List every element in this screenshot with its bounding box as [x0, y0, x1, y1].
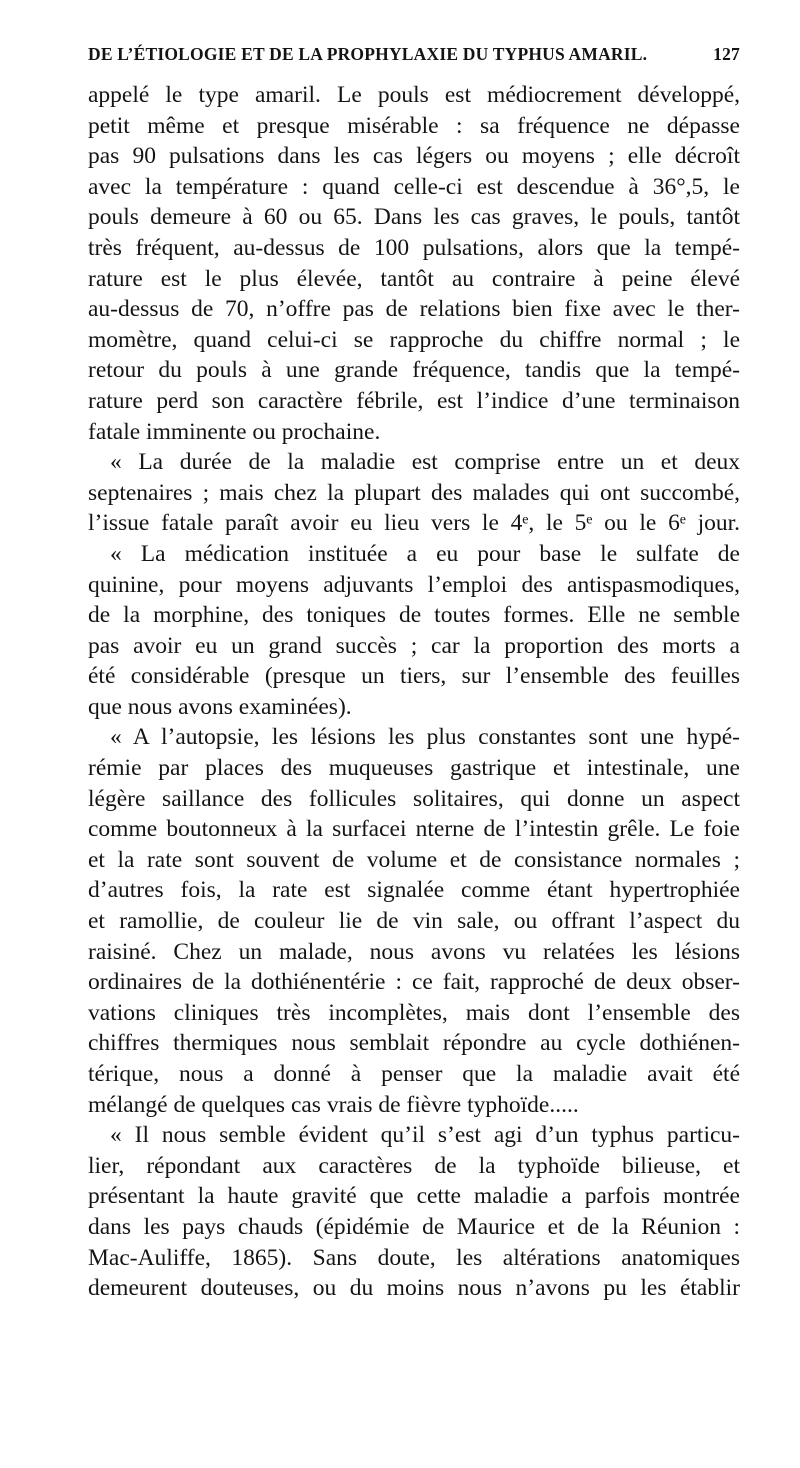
text-line: « La médication instituée a eu pour base le sulfate de: [110, 540, 740, 567]
text-line: pas avoir eu un grand succès ; car la proportion des morts a: [88, 632, 740, 659]
text-line: pouls demeure à 60 ou 65. Dans les cas graves, le pouls, tantôt: [88, 204, 740, 231]
text-line: pas 90 pulsations dans les cas légers ou moyens ; elle décroît: [88, 143, 740, 170]
text-line: mélangé de quelques cas vrais de fièvre typhoïde.....: [88, 1091, 579, 1118]
running-title: DE L’ÉTIOLOGIE ET DE LA PROPHYLAXIE DU TYPHUS AMARIL.: [88, 44, 648, 64]
text-line: momètre, quand celui-ci se rapproche du chiffre normal ; le: [88, 326, 740, 353]
text-line: petit même et presque misérable : sa fréquence ne dépasse: [88, 112, 740, 139]
page-number: 127: [713, 44, 740, 64]
text-line: avec la température : quand celle-ci est descendue à 36°,5, le: [88, 173, 740, 200]
text-line: rature est le plus élevée, tantôt au contraire à peine élevé: [88, 265, 740, 292]
text-line: retour du pouls à une grande fréquence, tandis que la tempé-: [88, 357, 740, 384]
text-line: rature perd son caractère fébrile, est l’indice d’une terminaison: [88, 387, 740, 414]
text-line: « A l’autopsie, les lésions les plus constantes sont une hypé-: [110, 724, 740, 751]
text-line: « Il nous semble évident qu’il s’est agi d’un typhus particu-: [110, 1122, 740, 1149]
text-line: et ramollie, de couleur lie de vin sale, ou offrant l’aspect du: [88, 908, 740, 935]
text-line: été considérable (presque un tiers, sur l’ensemble des feuilles: [88, 663, 740, 690]
text-line: fatale imminente ou prochaine.: [88, 418, 381, 445]
text-line: quinine, pour moyens adjuvants l’emploi des antispasmodiques,: [88, 571, 740, 598]
body-text: [88, 80, 740, 1304]
text-line: très fréquent, au-dessus de 100 pulsations, alors que la tempé-: [88, 234, 740, 261]
text-line: et la rate sont souvent de volume et de consistance normales ;: [88, 846, 740, 873]
text-line: légère saillance des follicules solitaires, qui donne un aspect: [88, 785, 740, 812]
text-line: Mac-Auliffe, 1865). Sans doute, les altérations anatomiques: [88, 1244, 740, 1271]
text-line: demeurent douteuses, ou du moins nous n’avons pu les établir: [88, 1275, 740, 1302]
text-line: chiffres thermiques nous semblait répondre au cycle dothiénen-: [88, 1030, 740, 1057]
text-line: lier, répondant aux caractères de la typhoïde bilieuse, et: [88, 1152, 740, 1179]
text-line: « La durée de la maladie est comprise entre un et deux: [110, 449, 740, 476]
text-line: vations cliniques très incomplètes, mais dont l’ensemble des: [88, 999, 740, 1026]
running-header: [88, 44, 740, 72]
text-line: septenaires ; mais chez la plupart des malades qui ont succombé,: [88, 479, 740, 506]
text-line: présentant la haute gravité que cette maladie a parfois montrée: [88, 1183, 740, 1210]
text-line: raisiné. Chez un malade, nous avons vu relatées les lésions: [88, 938, 740, 965]
text-line: dans les pays chauds (épidémie de Maurice et de la Réunion :: [88, 1213, 740, 1240]
text-line: de la morphine, des toniques de toutes formes. Elle ne semble: [88, 602, 740, 629]
text-line: l’issue fatale paraît avoir eu lieu vers le 4ᵉ, le 5ᵉ ou le 6ᵉ jour.: [88, 510, 740, 537]
text-line: appelé le type amaril. Le pouls est médiocrement développé,: [88, 82, 740, 108]
text-line: que nous avons examinées).: [88, 693, 352, 720]
text-line: au-dessus de 70, n’offre pas de relations bien fixe avec le ther-: [88, 296, 740, 323]
text-line: comme boutonneux à la surfacei nterne de l’intestin grêle. Le foie: [88, 816, 740, 843]
text-line: d’autres fois, la rate est signalée comme étant hypertrophiée: [88, 877, 740, 904]
text-line: ordinaires de la dothiénentérie : ce fait, rapproché de deux obser-: [88, 969, 740, 996]
text-line: térique, nous a donné à penser que la maladie avait été: [88, 1061, 740, 1087]
text-line: rémie par places des muqueuses gastrique et intestinale, une: [88, 755, 740, 782]
